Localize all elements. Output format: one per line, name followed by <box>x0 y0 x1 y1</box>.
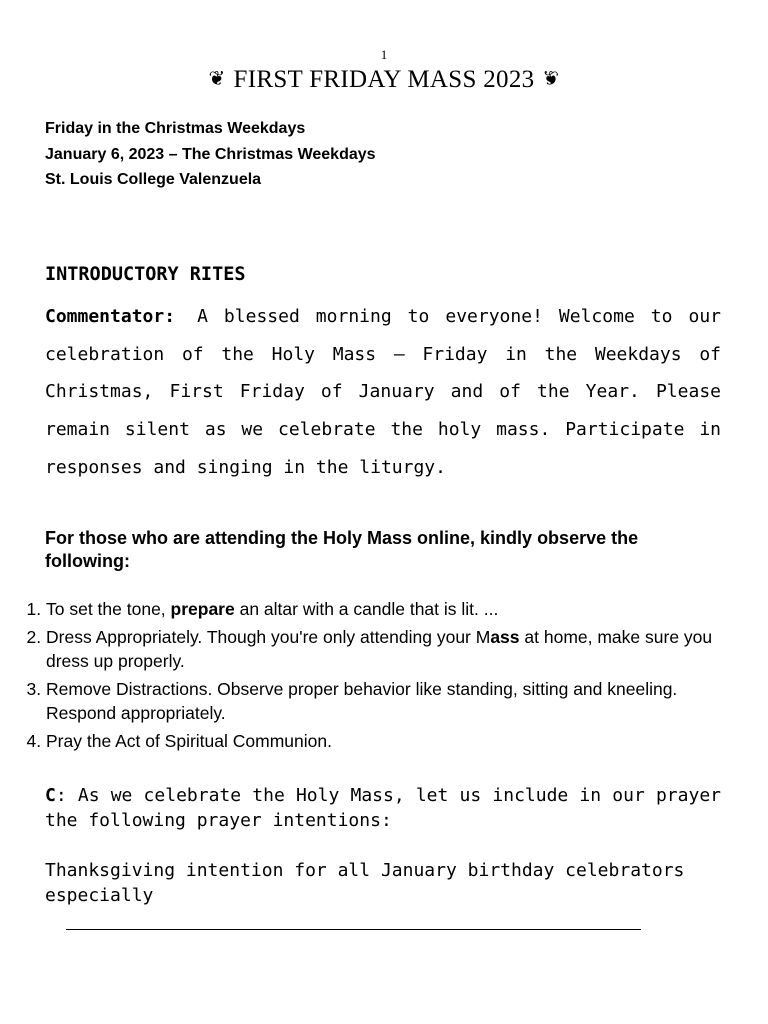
thanksgiving-intention: Thanksgiving intention for all January birthday celebrators especially <box>45 860 685 906</box>
item-text: Remove Distractions. Observe proper behavior like standing, sitting and kneeling. Respond appropriately. <box>46 679 678 723</box>
list-item <box>46 597 720 621</box>
document-title <box>0 66 768 94</box>
introductory-rites-heading: INTRODUCTORY RITES <box>45 264 246 285</box>
online-guidelines-list <box>0 597 720 757</box>
venue: St. Louis College Valenzuela <box>45 171 262 188</box>
fill-in-blank-line <box>66 929 641 930</box>
fleuron-right-icon: ❦ <box>542 68 560 90</box>
list-item <box>46 677 720 725</box>
fleuron-left-icon: ❦ <box>208 68 226 90</box>
list-item <box>46 625 720 673</box>
liturgical-day: Friday in the Christmas Weekdays <box>45 120 306 137</box>
item-text: To set the tone, <box>46 599 171 619</box>
intentions-intro-text: : As we celebrate the Holy Mass, let us include in our prayer the following prayer intentions: <box>45 785 721 831</box>
intentions-intro <box>45 783 721 833</box>
list-item <box>46 729 720 753</box>
item-text: at home, make sure you dress up properly. <box>46 627 713 671</box>
commentator-short-label: C <box>45 785 56 806</box>
title-text: FIRST FRIDAY MASS 2023 <box>233 66 535 93</box>
item-text: Pray the Act of Spiritual Communion. <box>46 731 332 751</box>
item-text: Dress Appropriately. Though you're only attending your M <box>46 627 491 647</box>
item-text: an altar with a candle that is lit. ... <box>234 599 499 619</box>
item-emphasis: prepare <box>170 599 235 619</box>
commentator-paragraph <box>45 298 721 487</box>
mass-date: January 6, 2023 – The Christmas Weekdays <box>45 145 376 163</box>
commentator-text: A blessed morning to everyone! Welcome to our celebration of the Holy Mass – Friday in the Weekdays of Christmas, First Friday of January and of the Year. Please remain silent as we celebrate the holy mass. Participate in responses and singing in the liturgy. <box>45 306 721 478</box>
online-attendance-heading: For those who are attending the Holy Mass online, kindly observe the following: <box>45 528 639 571</box>
item-emphasis: ass <box>490 627 520 647</box>
commentator-label: Commentator: <box>45 306 176 327</box>
mass-header-info <box>45 116 376 193</box>
page-number: 1 <box>380 47 388 62</box>
